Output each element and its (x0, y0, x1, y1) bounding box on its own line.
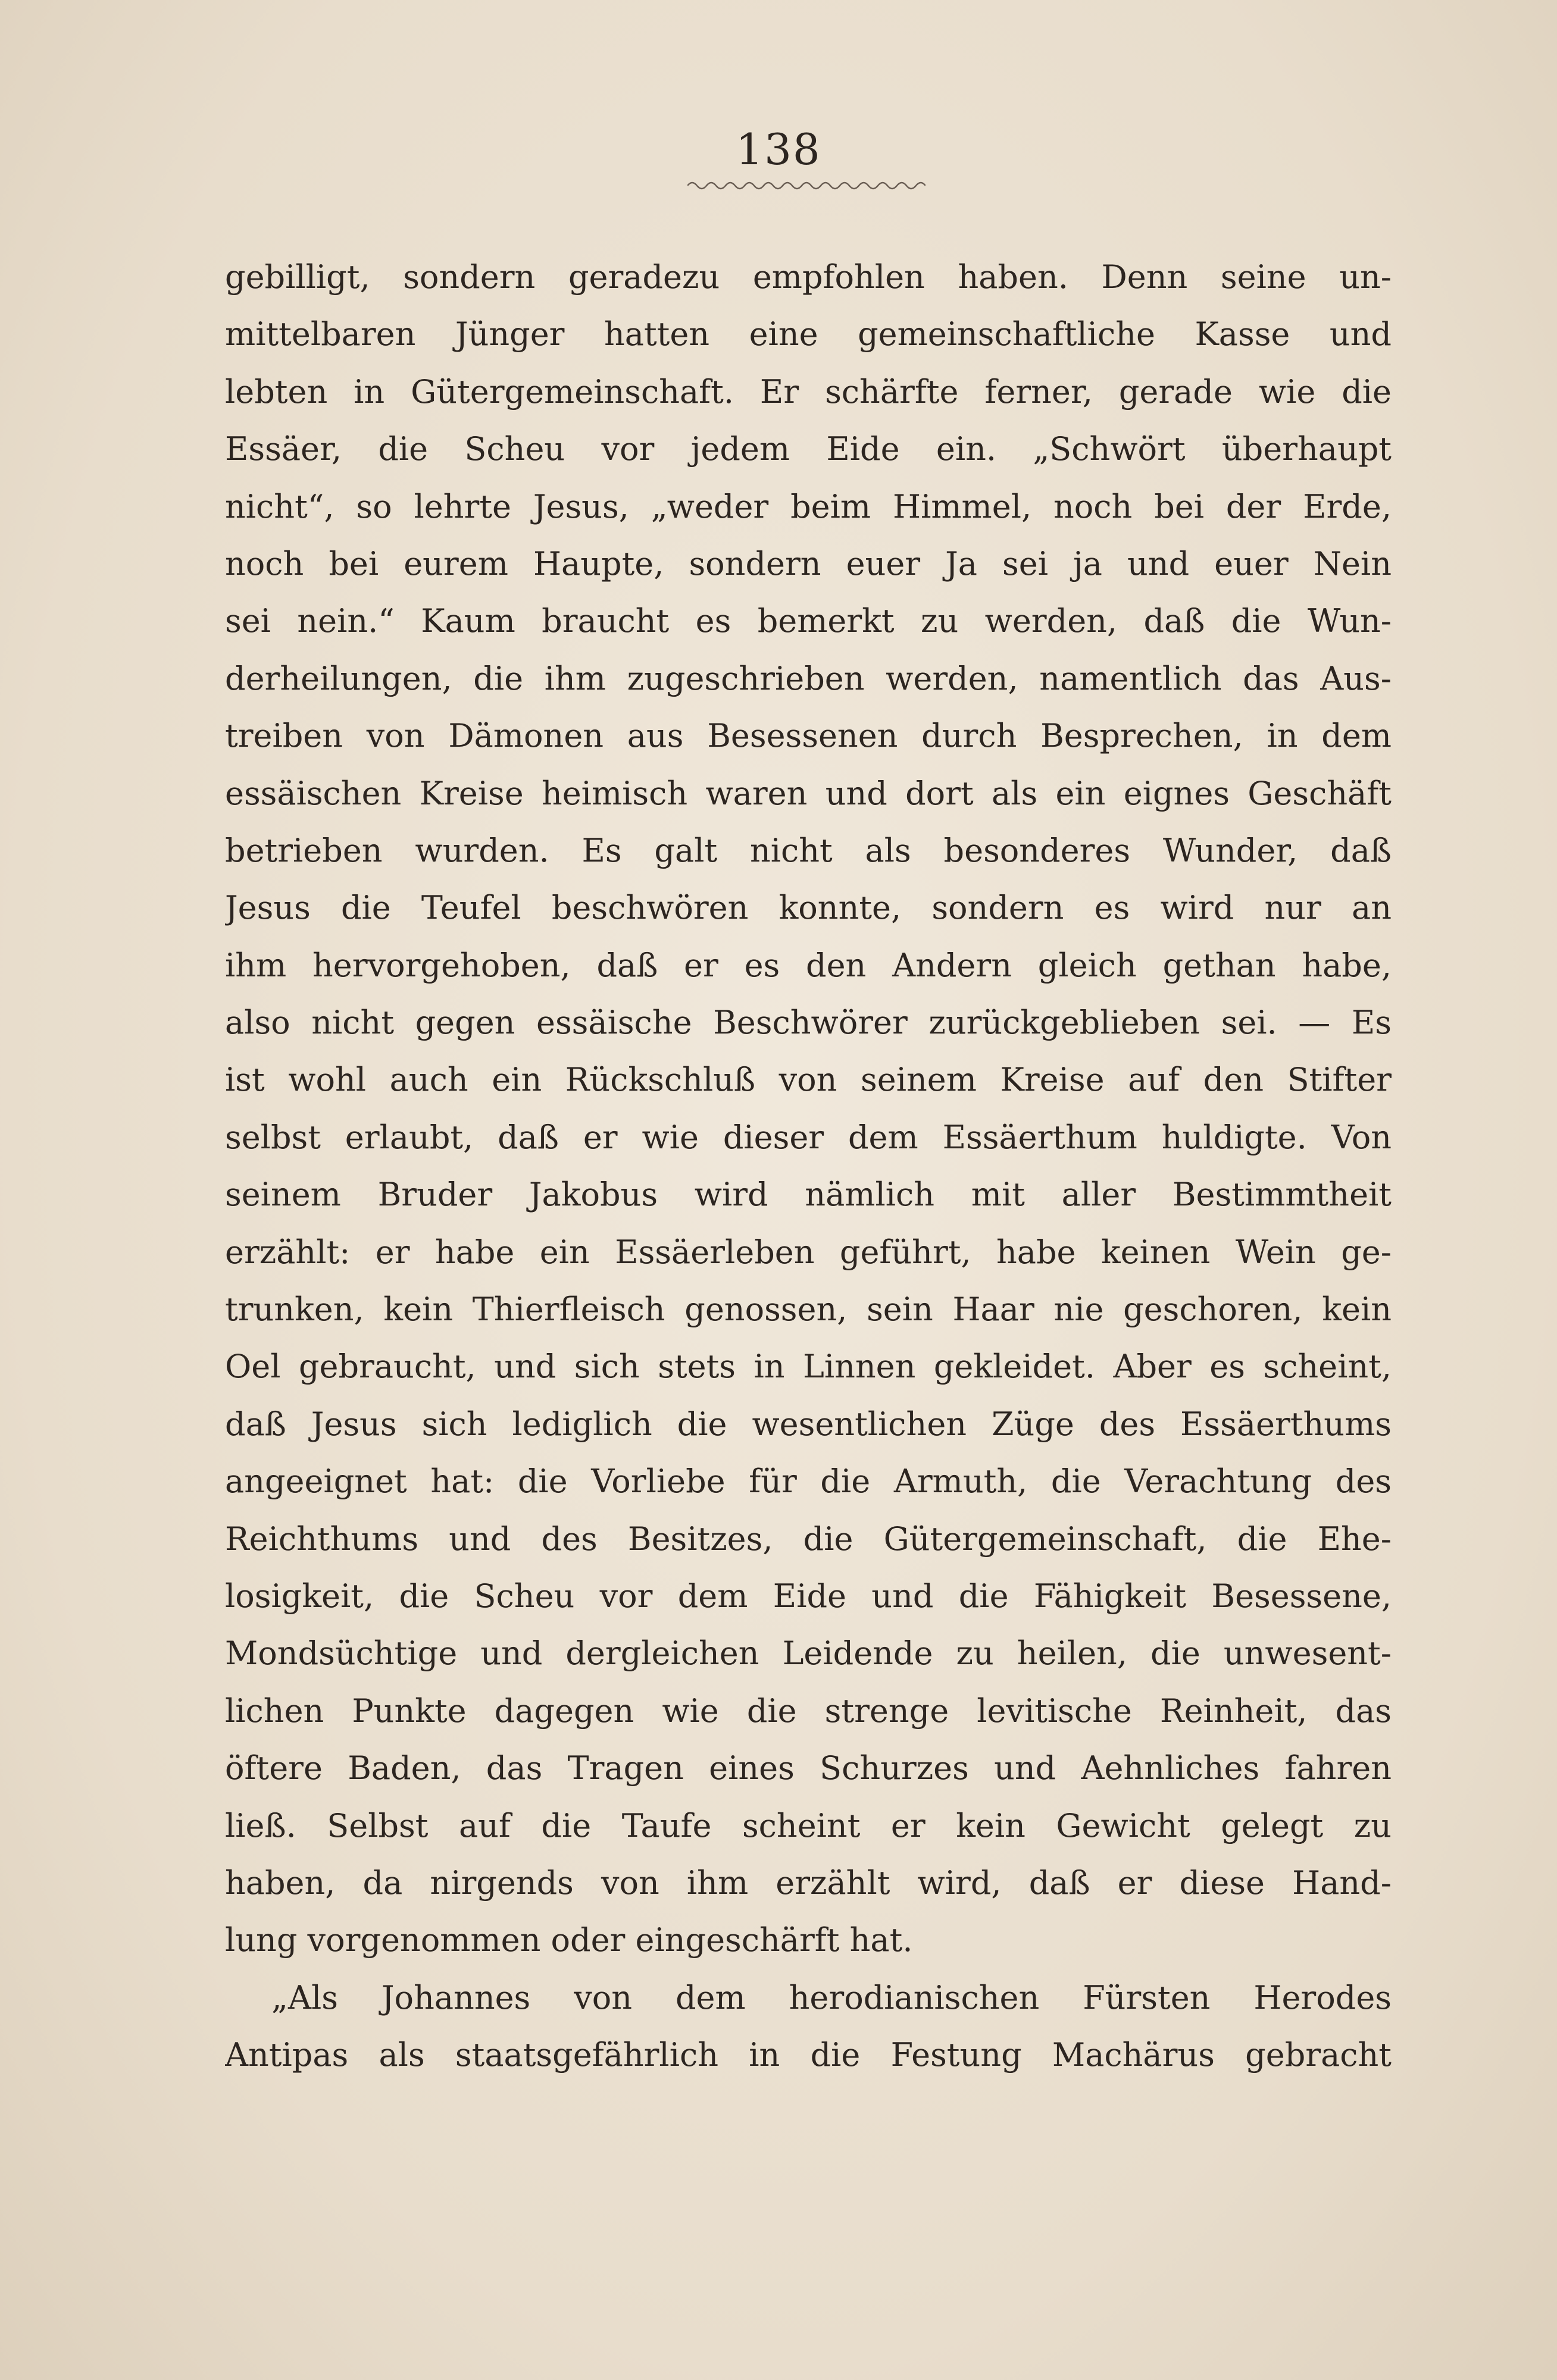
text-line: haben, da nirgends von ihm erzählt wird, daß er diese Hand- (225, 1864, 1392, 1902)
text-line: erzählt: er habe ein Essäerleben geführt, habe keinen Wein ge- (225, 1233, 1392, 1271)
text-line: essäischen Kreise heimisch waren und dort als ein eignes Geschäft (225, 774, 1392, 812)
text-line: losigkeit, die Scheu vor dem Eide und die Fähigkeit Besessene, (225, 1577, 1392, 1615)
text-line: seinem Bruder Jakobus wird nämlich mit aller Bestimmtheit (225, 1176, 1392, 1214)
body-text (225, 249, 1392, 2084)
text-line: lebten in Gütergemeinschaft. Er schärfte ferner, gerade wie die (225, 372, 1392, 411)
paragraph-end-line: lung vorgenommen oder eingeschärft hat. (225, 1921, 913, 1959)
text-line: betrieben wurden. Es galt nicht als besonderes Wunder, daß (225, 831, 1392, 869)
text-line: angeeignet hat: die Vorliebe für die Armuth, die Verachtung des (225, 1463, 1392, 1501)
text-line: noch bei eurem Haupte, sondern euer Ja sei ja und euer Nein (225, 544, 1392, 583)
text-line: Oel gebraucht, und sich stets in Linnen gekleidet. Aber es scheint, (225, 1348, 1392, 1386)
text-line: selbst erlaubt, daß er wie dieser dem Essäerthum huldigte. Von (225, 1118, 1392, 1156)
text-line: mittelbaren Jünger hatten eine gemeinschaftliche Kasse und (225, 315, 1392, 353)
text-line: sei nein.“ Kaum braucht es bemerkt zu werden, daß die Wun- (225, 602, 1392, 640)
text-line: ist wohl auch ein Rückschluß von seinem Kreise auf den Stifter (225, 1061, 1392, 1099)
text-line: daß Jesus sich lediglich die wesentlichen Züge des Essäerthums (225, 1405, 1392, 1443)
text-line: treiben von Dämonen aus Besessenen durch Besprechen, in dem (225, 717, 1392, 755)
page-number: 138 (736, 124, 821, 174)
text-line: gebilligt, sondern geradezu empfohlen haben. Denn seine un- (225, 258, 1392, 296)
text-line: ließ. Selbst auf die Taufe scheint er kein Gewicht gelegt zu (225, 1806, 1392, 1844)
paragraph-start-line: „Als Johannes von dem herodianischen Fürsten Herodes (271, 1978, 1392, 2016)
text-line: also nicht gegen essäische Beschwörer zurückgeblieben sei. — Es (225, 1004, 1392, 1042)
text-line: nicht“, so lehrte Jesus, „weder beim Himmel, noch bei der Erde, (225, 487, 1392, 525)
text-line: trunken, kein Thierfleisch genossen, sein Haar nie geschoren, kein (225, 1291, 1392, 1329)
text-line: Mondsüchtige und dergleichen Leidende zu heilen, die unwesent- (225, 1634, 1392, 1673)
text-line: derheilungen, die ihm zugeschrieben werden, namentlich das Aus- (225, 659, 1392, 697)
text-line: öftere Baden, das Tragen eines Schurzes und Aehnliches fahren (225, 1749, 1392, 1787)
text-line: Reichthums und des Besitzes, die Gütergemeinschaft, die Ehe- (225, 1520, 1392, 1558)
text-line: Antipas als staatsgefährlich in die Festung Machärus gebracht (225, 2036, 1392, 2074)
wavy-rule-ornament (687, 178, 926, 190)
text-line: lichen Punkte dagegen wie die strenge levitische Reinheit, das (225, 1692, 1392, 1730)
text-line: Essäer, die Scheu vor jedem Eide ein. „Schwört überhaupt (225, 430, 1392, 468)
text-line: Jesus die Teufel beschwören konnte, sondern es wird nur an (225, 889, 1392, 927)
text-line: ihm hervorgehoben, daß er es den Andern gleich gethan habe, (225, 946, 1392, 984)
